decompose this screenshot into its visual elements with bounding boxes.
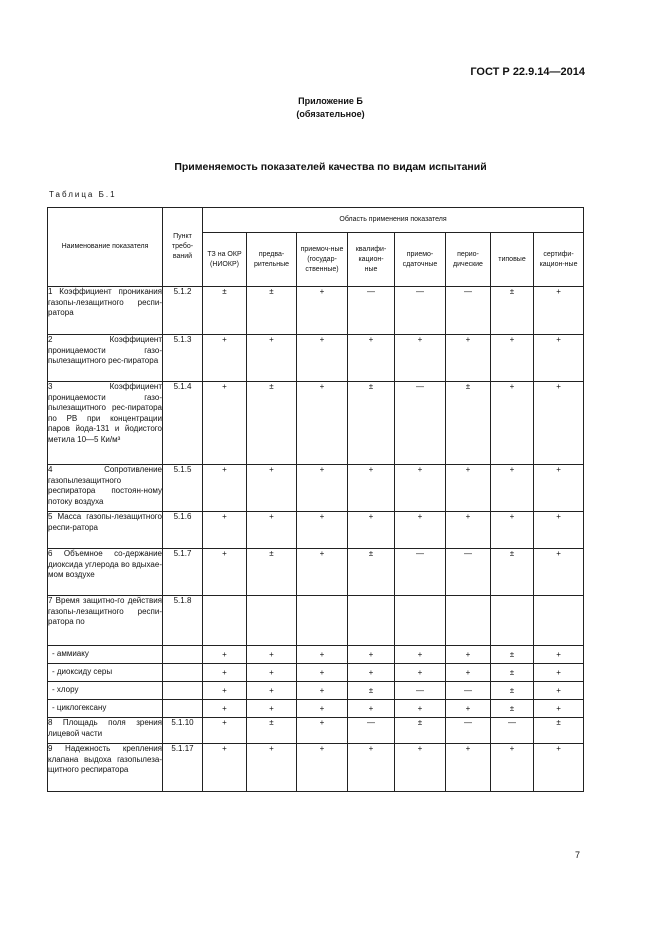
table-row — [48, 512, 584, 549]
applicability-cell: + — [395, 335, 446, 382]
applicability-cell: ± — [203, 287, 247, 335]
applicability-cell: + — [348, 335, 395, 382]
applicability-cell: — — [395, 382, 446, 465]
indicator-name: 1 Коэффициент проникания газопы-лезащитного респи-ратора — [48, 287, 163, 335]
indicator-name: 4 Сопротивление газопылезащитного респиратора постоян-ному потоку воздуха — [48, 465, 163, 512]
applicability-cell: + — [491, 335, 534, 382]
applicability-cell: + — [446, 335, 491, 382]
header-acceptance-delivery: приемо-сдаточные — [395, 233, 446, 287]
header-clause: Пункт требо-ваний — [163, 208, 203, 287]
applicability-cell: + — [395, 465, 446, 512]
applicability-cell: + — [203, 335, 247, 382]
applicability-cell: + — [534, 744, 584, 792]
requirement-clause — [163, 700, 203, 718]
table-label: Таблица Б.1 — [49, 190, 117, 199]
table-row — [48, 335, 584, 382]
requirement-clause: 5.1.4 — [163, 382, 203, 465]
applicability-cell: + — [446, 700, 491, 718]
annex-subtitle: (обязательное) — [296, 109, 365, 119]
header-tz: ТЗ на ОКР (НИОКР) — [203, 233, 247, 287]
applicability-cell: ± — [491, 287, 534, 335]
applicability-cell: + — [203, 382, 247, 465]
applicability-cell: + — [247, 512, 297, 549]
header-acceptance-state: приемоч-ные (государ-ственные) — [297, 233, 348, 287]
applicability-cell: + — [446, 646, 491, 664]
applicability-cell: + — [534, 287, 584, 335]
header-qualification: квалифи-кацион-ные — [348, 233, 395, 287]
applicability-cell: — — [446, 718, 491, 744]
applicability-cell: + — [297, 664, 348, 682]
applicability-cell: + — [348, 646, 395, 664]
applicability-cell: — — [446, 682, 491, 700]
applicability-cell: ± — [491, 682, 534, 700]
applicability-cell: + — [297, 512, 348, 549]
applicability-cell: + — [348, 465, 395, 512]
table-row — [48, 382, 584, 465]
applicability-cell: + — [203, 465, 247, 512]
applicability-cell: + — [348, 700, 395, 718]
indicator-name: - диоксиду серы — [48, 664, 163, 682]
indicator-name: 7 Время защитно-го действия газопы-лезащитного респи-ратора по — [48, 596, 163, 646]
header-type: типовые — [491, 233, 534, 287]
applicability-cell: + — [203, 718, 247, 744]
table-row — [48, 744, 584, 792]
applicability-cell: + — [348, 664, 395, 682]
applicability-cell — [203, 596, 247, 646]
applicability-cell: + — [247, 682, 297, 700]
applicability-cell: + — [297, 549, 348, 596]
applicability-cell: + — [534, 382, 584, 465]
table-row — [48, 664, 584, 682]
header-application-scope: Область применения показателя — [203, 208, 584, 233]
applicability-cell: + — [297, 382, 348, 465]
requirement-clause: 5.1.7 — [163, 549, 203, 596]
applicability-cell: + — [203, 664, 247, 682]
applicability-cell: + — [534, 700, 584, 718]
requirement-clause: 5.1.2 — [163, 287, 203, 335]
applicability-cell: + — [203, 744, 247, 792]
applicability-cell: ± — [247, 287, 297, 335]
applicability-table — [47, 207, 584, 792]
applicability-cell: + — [534, 664, 584, 682]
requirement-clause — [163, 646, 203, 664]
applicability-cell: + — [446, 744, 491, 792]
applicability-cell: + — [247, 465, 297, 512]
table-row — [48, 596, 584, 646]
applicability-cell — [491, 596, 534, 646]
table-row — [48, 646, 584, 664]
applicability-cell: + — [297, 335, 348, 382]
applicability-cell: + — [247, 335, 297, 382]
applicability-cell: + — [395, 512, 446, 549]
header-periodic: перио-дические — [446, 233, 491, 287]
annex-title: Приложение Б — [298, 96, 363, 106]
applicability-cell: — — [348, 718, 395, 744]
applicability-cell: — — [446, 287, 491, 335]
applicability-cell: + — [297, 287, 348, 335]
requirement-clause: 5.1.3 — [163, 335, 203, 382]
applicability-cell: — — [395, 549, 446, 596]
applicability-cell: + — [297, 718, 348, 744]
indicator-name: 6 Объемное со-держание диоксида углерода во вдыхае-мом воздухе — [48, 549, 163, 596]
applicability-cell: + — [203, 700, 247, 718]
applicability-cell: + — [297, 682, 348, 700]
applicability-cell: ± — [491, 664, 534, 682]
requirement-clause: 5.1.5 — [163, 465, 203, 512]
applicability-cell: + — [297, 700, 348, 718]
header-preliminary: предва-рительные — [247, 233, 297, 287]
applicability-cell — [348, 596, 395, 646]
page-heading: Применяемость показателей качества по видам испытаний — [174, 161, 487, 173]
applicability-cell: + — [446, 465, 491, 512]
applicability-cell: + — [247, 664, 297, 682]
applicability-cell: + — [348, 512, 395, 549]
applicability-cell: + — [297, 465, 348, 512]
applicability-cell: + — [446, 512, 491, 549]
applicability-cell: + — [203, 549, 247, 596]
table-row — [48, 700, 584, 718]
applicability-cell: — — [446, 549, 491, 596]
applicability-cell — [297, 596, 348, 646]
requirement-clause: 5.1.17 — [163, 744, 203, 792]
requirement-clause: 5.1.10 — [163, 718, 203, 744]
applicability-cell: + — [534, 465, 584, 512]
applicability-cell: + — [203, 512, 247, 549]
applicability-cell: + — [395, 646, 446, 664]
requirement-clause — [163, 664, 203, 682]
requirement-clause — [163, 682, 203, 700]
applicability-cell — [247, 596, 297, 646]
applicability-cell: ± — [491, 700, 534, 718]
indicator-name: 8 Площадь поля зрения лицевой части — [48, 718, 163, 744]
applicability-cell — [395, 596, 446, 646]
applicability-cell: + — [395, 664, 446, 682]
applicability-cell: + — [297, 744, 348, 792]
requirement-clause: 5.1.6 — [163, 512, 203, 549]
requirement-clause: 5.1.8 — [163, 596, 203, 646]
table-row — [48, 549, 584, 596]
indicator-name: 3 Коэффициент проницаемости газо-пылезащитного рес-пиратора по РВ при концентрации паров йода-131 и йодистого метила 10—5 Ки/м³ — [48, 382, 163, 465]
applicability-cell: ± — [348, 682, 395, 700]
applicability-cell: + — [491, 465, 534, 512]
indicator-name: - аммиаку — [48, 646, 163, 664]
indicator-name: 2 Коэффициент проницаемости газо-пылезащитного рес-пиратора — [48, 335, 163, 382]
applicability-cell: + — [534, 512, 584, 549]
applicability-cell: ± — [491, 646, 534, 664]
applicability-cell: ± — [348, 382, 395, 465]
applicability-cell: + — [534, 682, 584, 700]
applicability-cell: + — [534, 335, 584, 382]
applicability-cell: + — [491, 382, 534, 465]
applicability-cell — [446, 596, 491, 646]
applicability-cell: + — [446, 664, 491, 682]
applicability-cell: — — [395, 682, 446, 700]
header-name: Наименование показателя — [48, 208, 163, 287]
applicability-cell: — — [348, 287, 395, 335]
indicator-name: 9 Надежность крепления клапана выдоха газопылеза-щитного респиратора — [48, 744, 163, 792]
applicability-cell: ± — [491, 549, 534, 596]
applicability-cell: ± — [534, 718, 584, 744]
table-row — [48, 465, 584, 512]
applicability-cell: + — [491, 744, 534, 792]
table-row — [48, 682, 584, 700]
applicability-cell: + — [247, 744, 297, 792]
applicability-cell: + — [297, 646, 348, 664]
indicator-name: - хлору — [48, 682, 163, 700]
table-row — [48, 287, 584, 335]
table-row — [48, 718, 584, 744]
applicability-cell: ± — [247, 549, 297, 596]
applicability-cell: + — [348, 744, 395, 792]
applicability-cell: ± — [395, 718, 446, 744]
applicability-cell: + — [534, 549, 584, 596]
applicability-cell: ± — [247, 718, 297, 744]
applicability-cell: + — [491, 512, 534, 549]
applicability-cell: ± — [247, 382, 297, 465]
applicability-cell: + — [534, 646, 584, 664]
applicability-cell: + — [247, 700, 297, 718]
applicability-cell — [534, 596, 584, 646]
indicator-name: - циклогексану — [48, 700, 163, 718]
applicability-cell: + — [247, 646, 297, 664]
applicability-cell: + — [395, 744, 446, 792]
header-certification: сертифи-кацион-ные — [534, 233, 584, 287]
document-code: ГОСТ Р 22.9.14—2014 — [470, 66, 585, 78]
indicator-name: 5 Масса газопы-лезащитного респи-ратора — [48, 512, 163, 549]
applicability-cell: ± — [348, 549, 395, 596]
page-number: 7 — [574, 850, 580, 860]
applicability-cell: — — [395, 287, 446, 335]
applicability-cell: + — [203, 646, 247, 664]
applicability-cell: — — [491, 718, 534, 744]
applicability-cell: + — [395, 700, 446, 718]
applicability-cell: ± — [446, 382, 491, 465]
applicability-cell: + — [203, 682, 247, 700]
